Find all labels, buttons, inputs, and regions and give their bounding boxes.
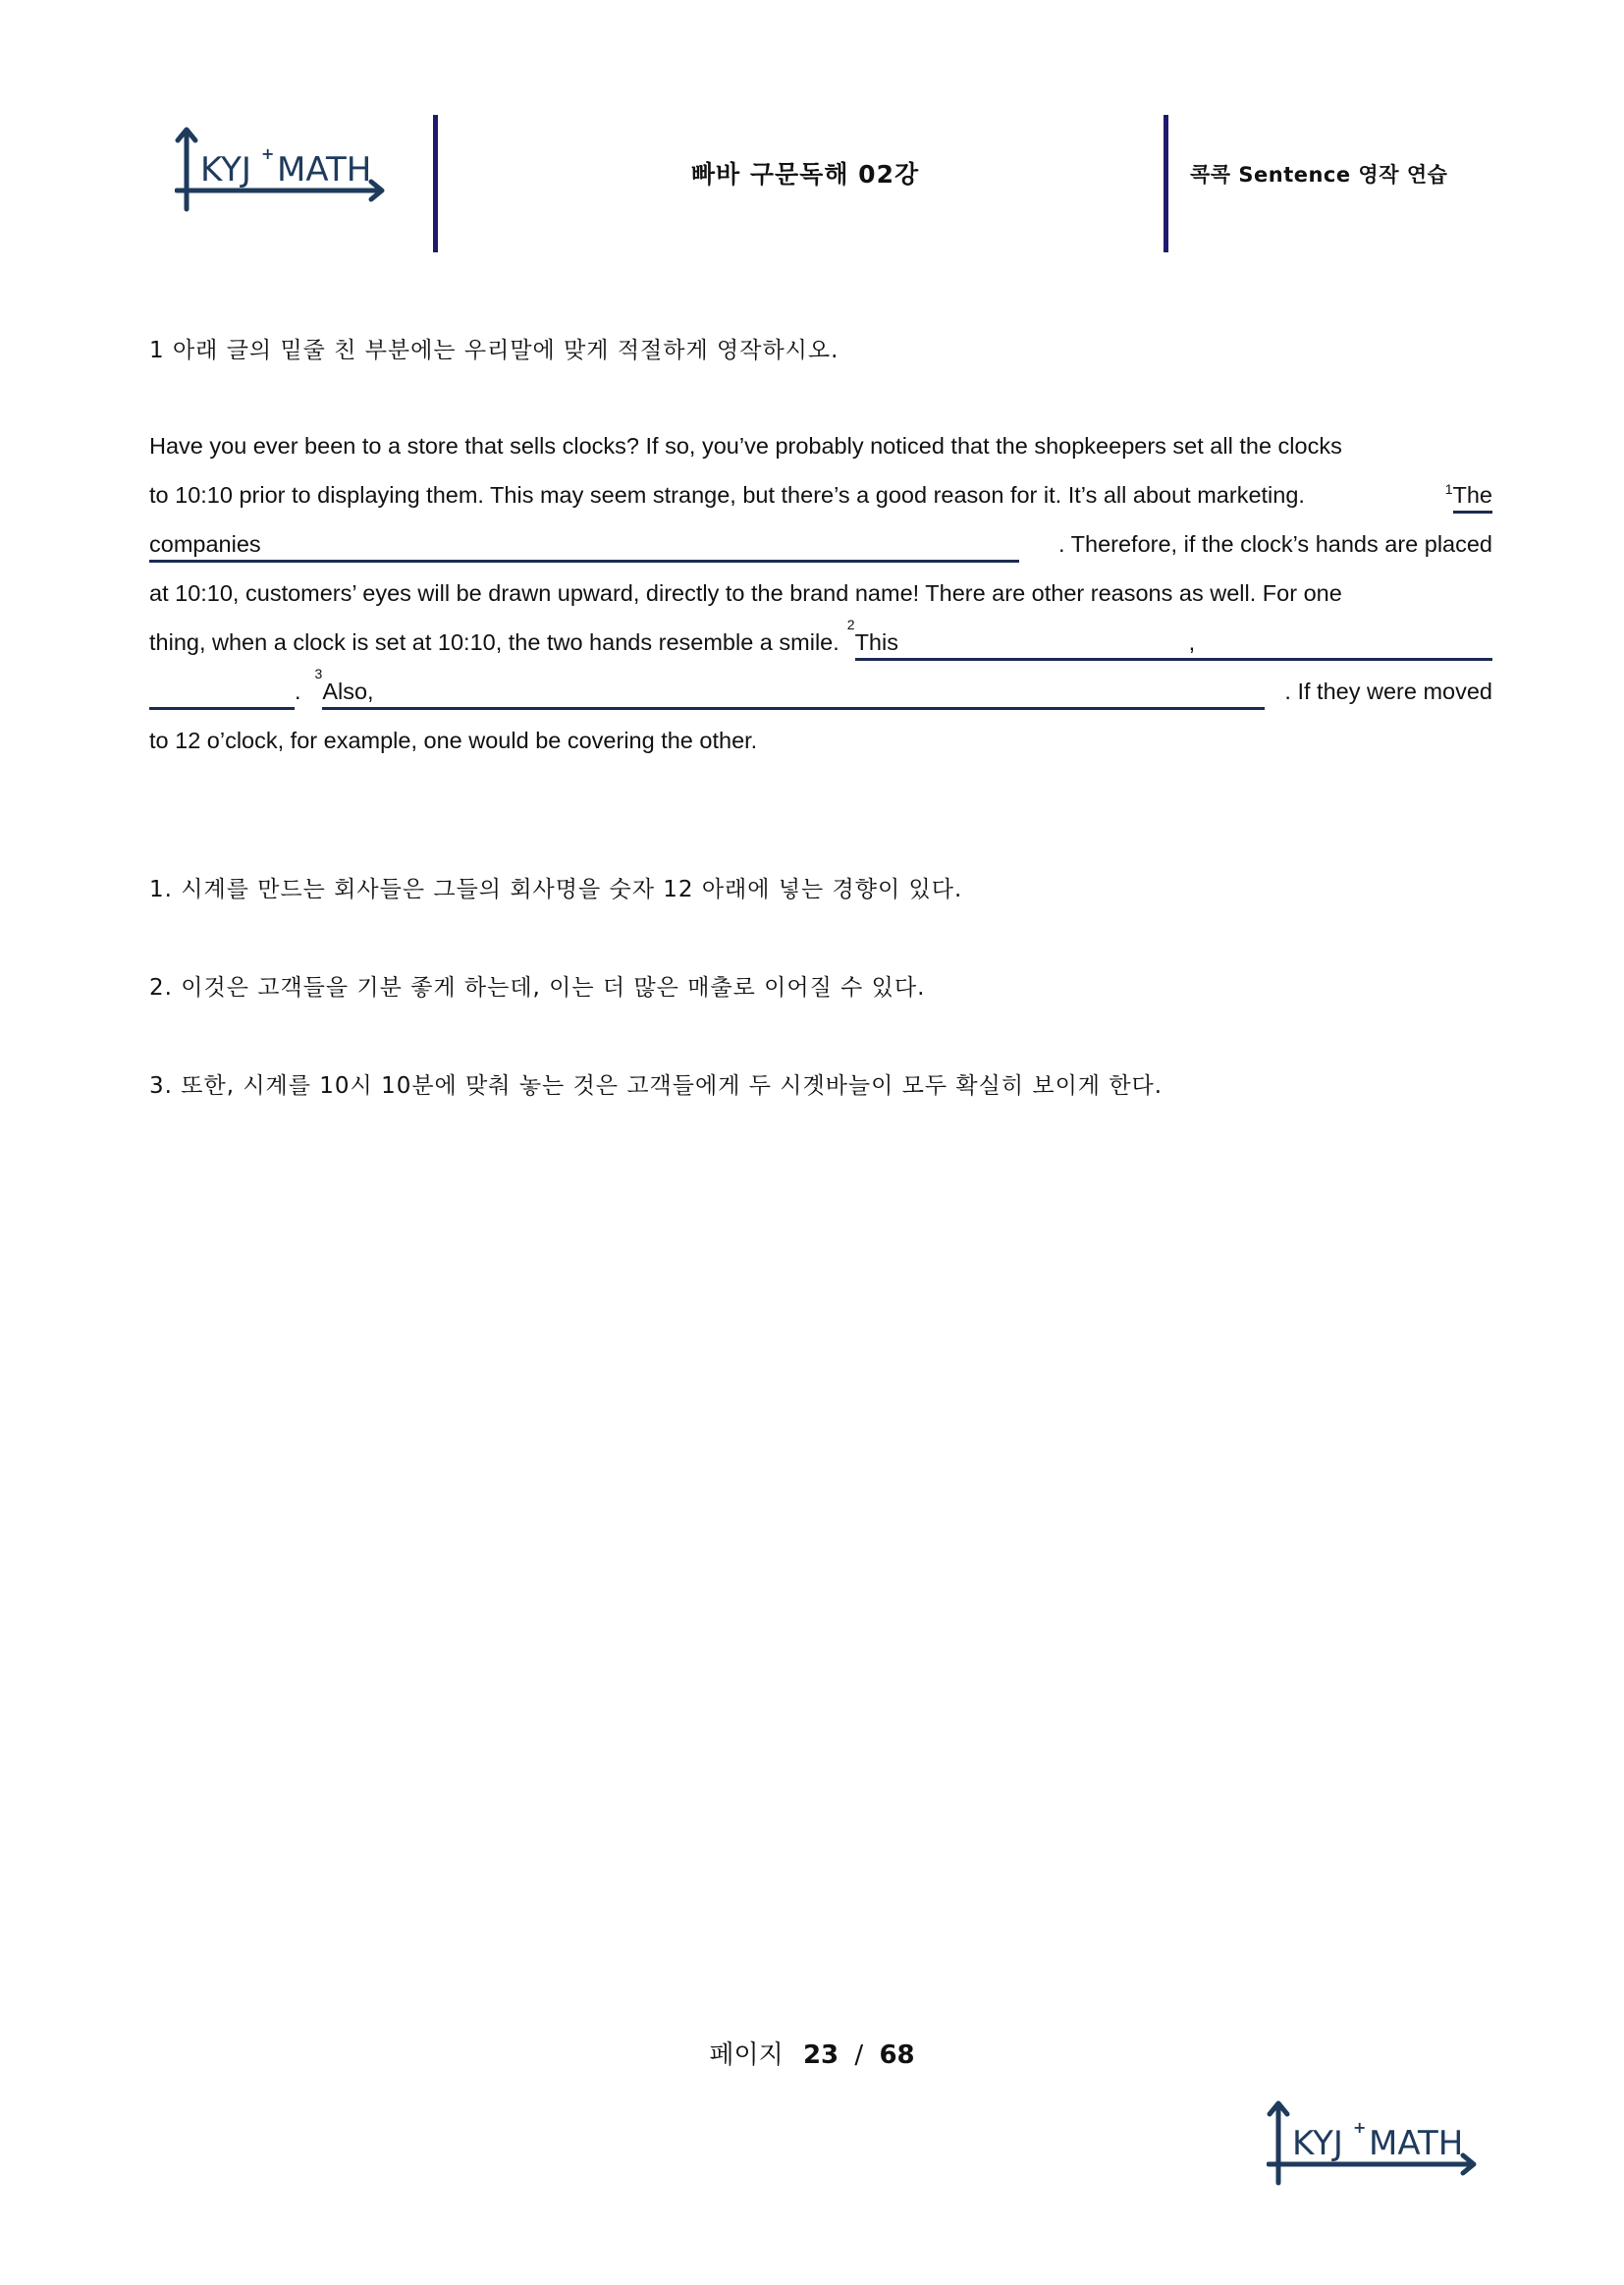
svg-text:+: + <box>1353 2118 1367 2137</box>
svg-text:KYJ: KYJ <box>200 150 251 190</box>
blank-1-lead-cont: companies <box>149 531 261 557</box>
passage-line-1 <box>149 428 1492 477</box>
page-label: 페이지 <box>709 2040 784 2070</box>
page-indicator <box>0 2035 1624 2071</box>
blank-3-lead: Also, <box>322 679 374 704</box>
blank-2-lead: This <box>854 629 898 655</box>
page-separator: / <box>854 2040 864 2070</box>
question-2: 2. 이것은 고객들을 기분 좋게 하는데, 이는 더 많은 매출로 이어질 수 있다. <box>149 975 926 1001</box>
passage <box>149 428 1492 772</box>
passage-text: Have you ever been to a store that sells clocks? If so, you’ve probably noticed that the shopkeepers set all the clocks <box>149 433 1342 459</box>
blank-1-marker: 1 <box>1444 481 1453 498</box>
section-subtitle: 콕콕 Sentence 영작 연습 <box>1190 163 1448 187</box>
passage-text: at 10:10, customers’ eyes will be drawn upward, directly to the brand name! There are other reasons as well. For one <box>149 580 1342 606</box>
blank-1-start <box>1445 477 1492 514</box>
passage-text: thing, when a clock is set at 10:10, the two hands resemble a smile. <box>149 629 839 655</box>
svg-text:+: + <box>261 144 275 163</box>
passage-text: . If they were moved <box>1284 679 1492 704</box>
total-pages: 68 <box>879 2040 915 2070</box>
header-divider-left <box>433 115 438 252</box>
lesson-title: 빠바 구문독해 02강 <box>690 160 920 189</box>
passage-line-2 <box>149 477 1492 526</box>
instruction <box>149 332 839 364</box>
axis-logo-icon <box>175 126 391 214</box>
passage-line-7 <box>149 723 1492 772</box>
passage-line-5: thing, when a clock is set at 10:10, the two hands resemble a smile. 2 This , <box>149 625 1492 674</box>
header-divider-right <box>1164 115 1168 252</box>
svg-text:MATH: MATH <box>1369 2124 1464 2163</box>
kyj-math-logo-footer <box>1267 2099 1483 2188</box>
blank-1-answer-field[interactable] <box>149 526 1019 563</box>
passage-line-6: . 3 Also, . If they were moved <box>149 674 1492 723</box>
blank-1-lead: The <box>1453 477 1493 514</box>
passage-text: to 10:10 prior to displaying them. This may seem strange, but there’s a good reason for it. It’s all about marketing. <box>149 482 1305 508</box>
kyj-math-logo <box>175 126 391 214</box>
svg-text:KYJ: KYJ <box>1292 2124 1343 2163</box>
blank-3-answer-field[interactable] <box>322 674 1265 710</box>
question-1: 1. 시계를 만드는 회사들은 그들의 회사명을 숫자 12 아래에 넣는 경향이 있다. <box>149 877 963 902</box>
instruction-text: 1 아래 글의 밑줄 친 부분에는 우리말에 맞게 적절하게 영작하시오. <box>149 338 839 363</box>
passage-text: . Therefore, if the clock’s hands are placed <box>1058 531 1492 557</box>
passage-line-3 <box>149 526 1492 575</box>
blank-2-answer-field-cont[interactable] <box>149 674 295 710</box>
axis-logo-icon <box>1267 2099 1483 2188</box>
blank-2-answer-field[interactable] <box>855 625 1492 661</box>
blank-2-comma: , <box>1188 629 1196 655</box>
svg-text:MATH: MATH <box>277 150 372 190</box>
question-3: 3. 또한, 시계를 10시 10분에 맞춰 놓는 것은 고객들에게 두 시곗바늘이 모두 확실히 보이게 한다. <box>149 1073 1164 1099</box>
current-page: 23 <box>802 2040 839 2070</box>
passage-text: to 12 o’clock, for example, one would be covering the other. <box>149 728 758 753</box>
passage-line-4 <box>149 575 1492 625</box>
passage-text: . <box>295 679 301 704</box>
